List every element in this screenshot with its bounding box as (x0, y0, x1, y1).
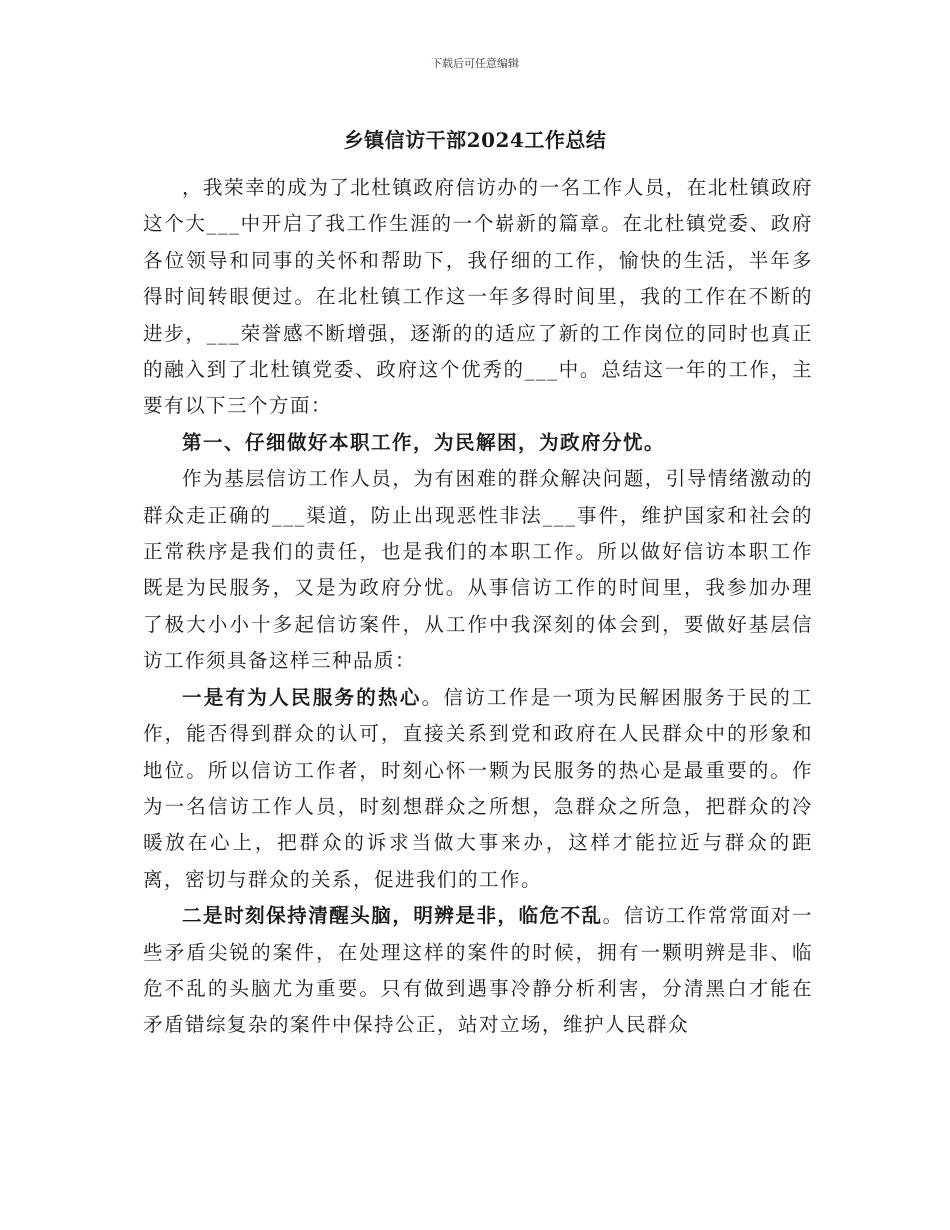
document-title: 乡镇信访干部2024工作总结 (343, 128, 607, 152)
quality-two-text: 。信访工作常常面对一些矛盾尖锐的案件，在处理这样的案件的时候，拥有一颗明辨是非、临危不乱的头脑尤为重要。只有做到遇事冷静分析利害，分清黑白才能在矛盾错综复杂的案件中保持公正，站对立场，维护人民群众 (143, 904, 813, 1037)
section-heading-first: 第一、仔细做好本职工作，为民解困，为政府分忧。 (182, 430, 666, 454)
quality-one-lead: 一是有为人民服务的热心 (182, 685, 422, 709)
paragraph-quality-one (143, 680, 813, 898)
paragraph-intro: ，我荣幸的成为了北杜镇政府信访办的一名工作人员，在北杜镇政府这个大___中开启了我工作生涯的一个崭新的篇章。在北杜镇党委、政府各位领导和同事的关怀和帮助下，我仔细的工作，愉快的生活，半年多得时间转眼便过。在北杜镇工作这一年多得时间里，我的工作在不断的进步，___荣誉感不断增强，逐渐的的适应了新的工作岗位的同时也真正的融入到了北杜镇党委、政府这个优秀的___中。总结这一年的工作，主要有以下三个方面： (143, 176, 813, 418)
quality-one-text: 。信访工作是一项为民解困服务于民的工作，能否得到群众的认可，直接关系到党和政府在人民群众中的形象和地位。所以信访工作者，时刻心怀一颗为民服务的热心是最重要的。作为一名信访工作人员，时刻想群众之所想，急群众之所急，把群众的冷暖放在心上，把群众的诉求当做大事来办，这样才能拉近与群众的距离，密切与群众的关系，促进我们的工作。 (143, 685, 813, 891)
paragraph-quality-two (143, 898, 813, 1044)
document-body (143, 170, 813, 1044)
paragraph-duty: 作为基层信访工作人员，为有困难的群众解决问题，引导情绪激动的群众走正确的___渠道，防止出现恶性非法___事件，维护国家和社会的正常秩序是我们的责任，也是我们的本职工作。所以做好信访本职工作既是为民服务，又是为政府分忧。从事信访工作的时间里，我参加办理了极大小小十多起信访案件，从工作中我深刻的体会到，要做好基层信访工作须具备这样三种品质： (143, 467, 813, 673)
page-header-note: 下载后可任意编辑 (431, 57, 519, 70)
quality-two-lead: 二是时刻保持清醒头脑，明辨是非，临危不乱 (182, 904, 603, 928)
